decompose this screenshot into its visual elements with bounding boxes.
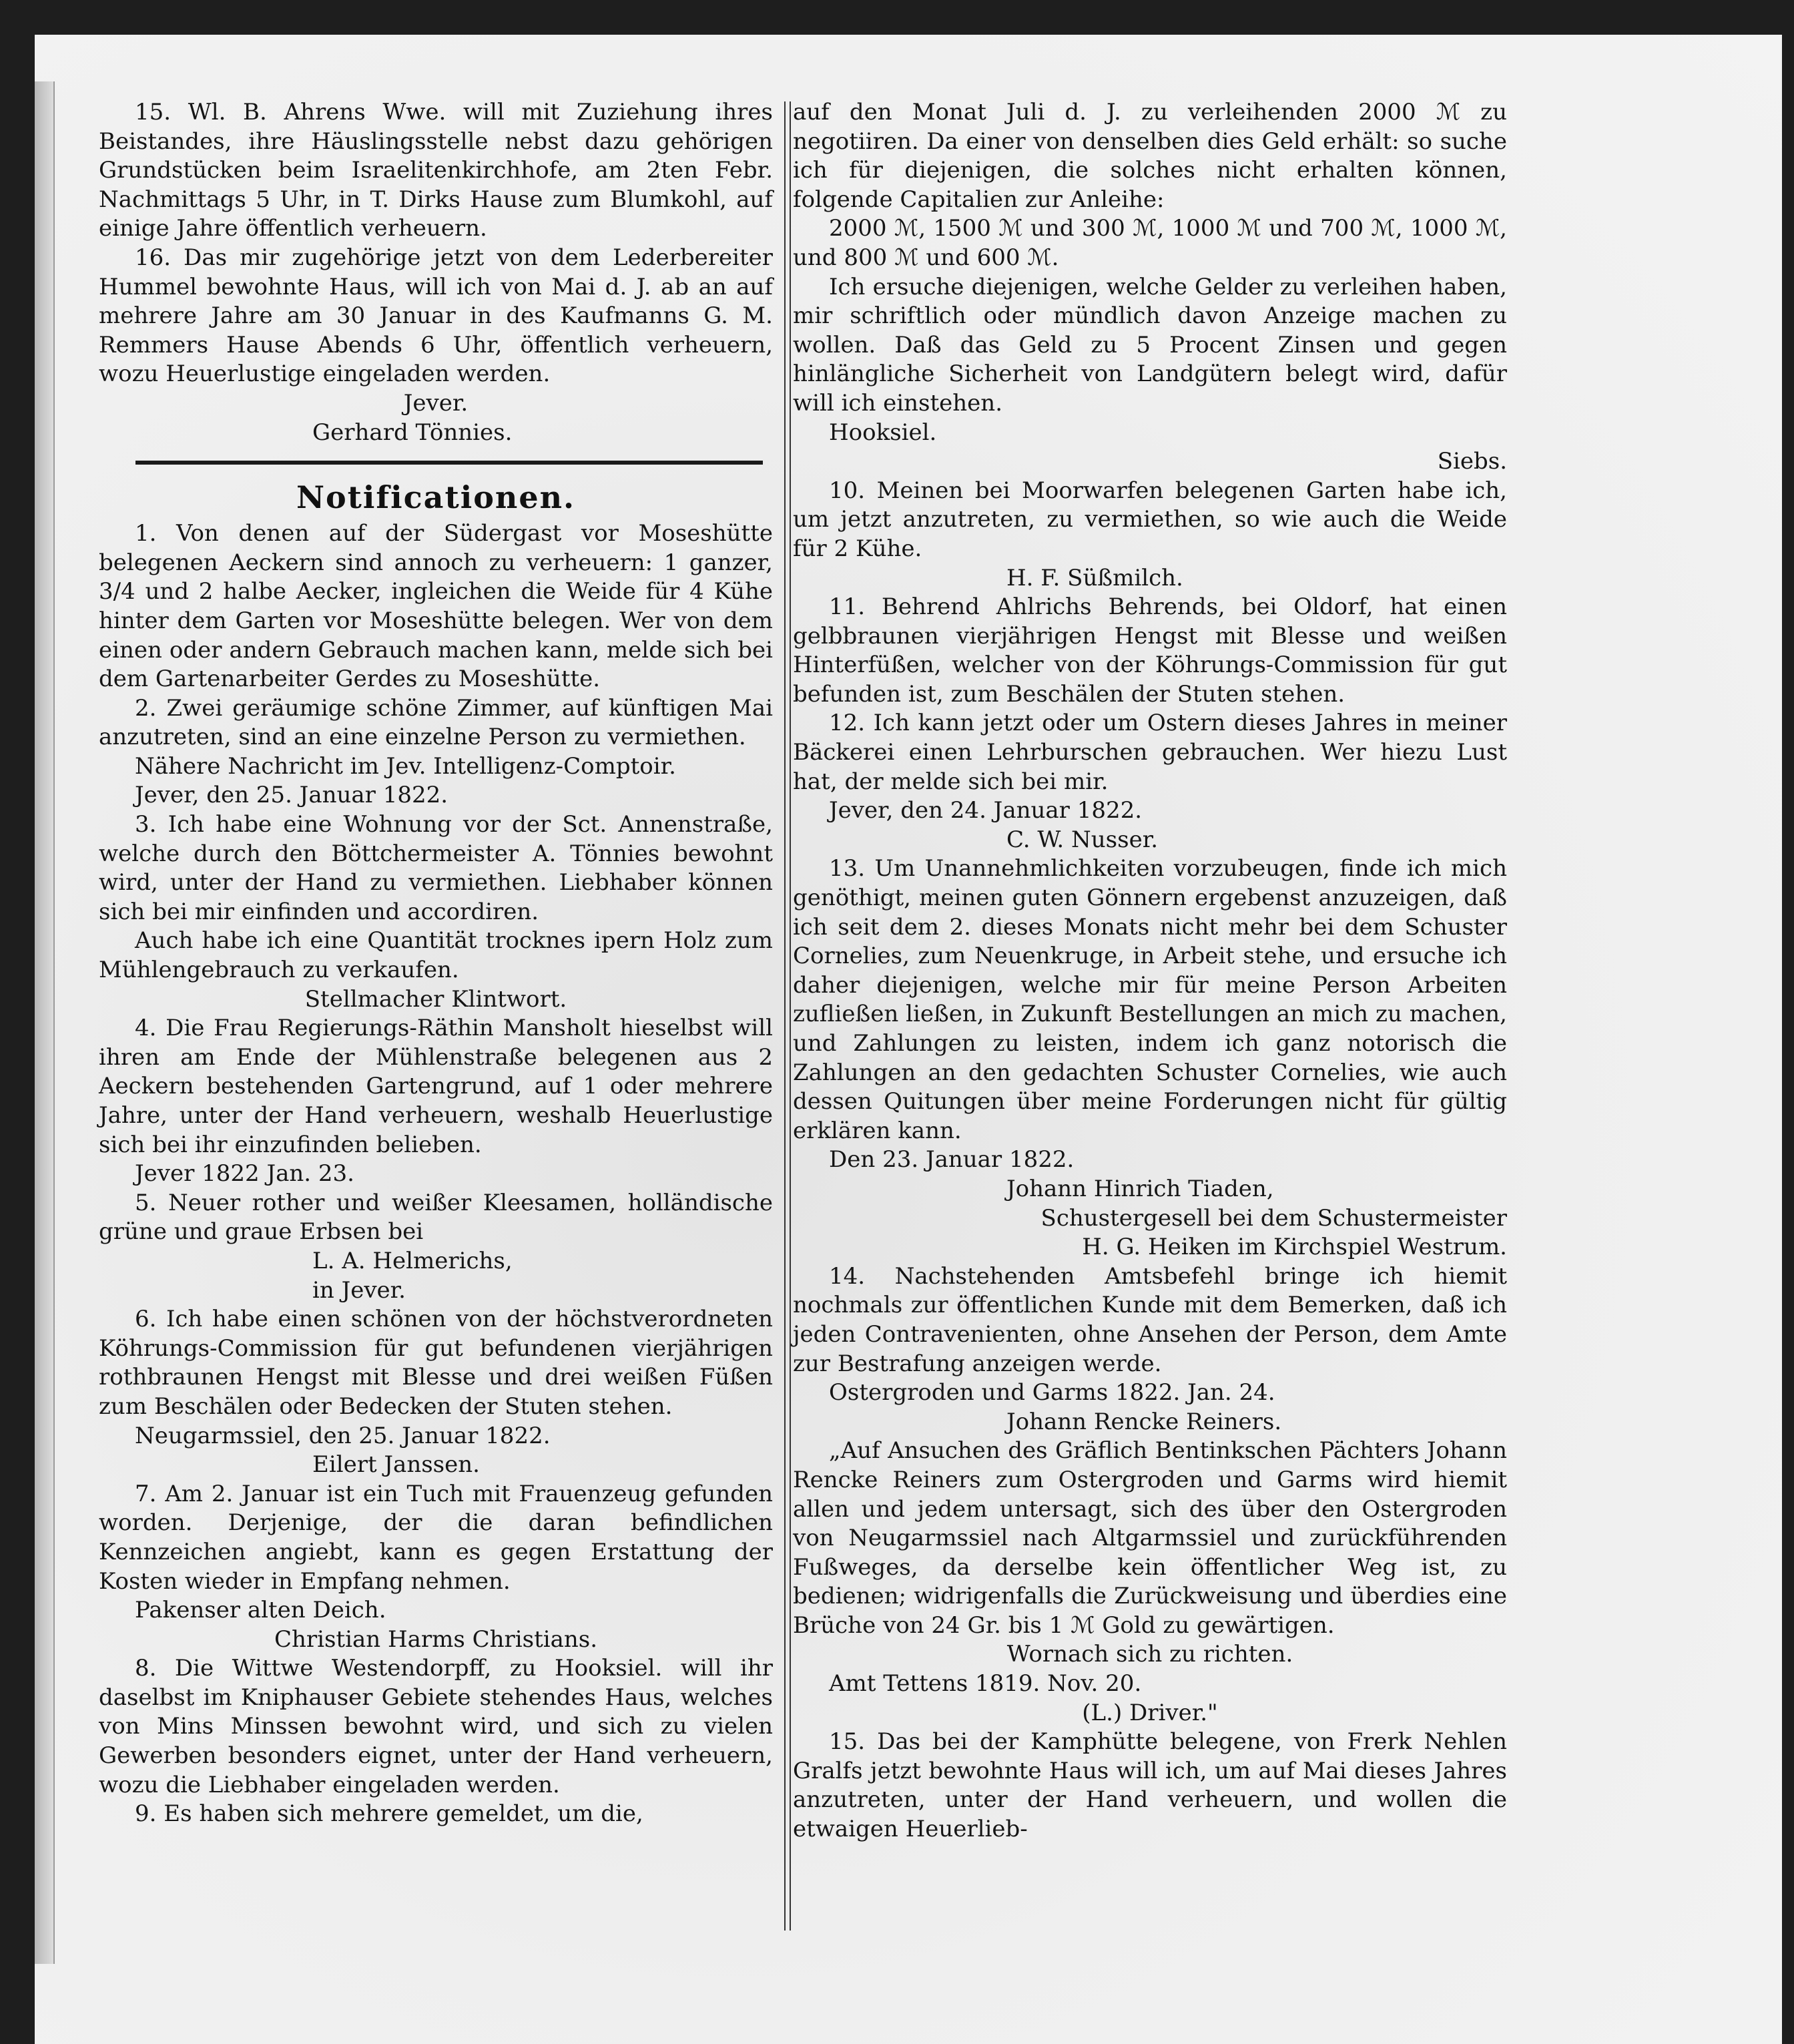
notice-5-place: in Jever. xyxy=(312,1276,406,1304)
notice-3-addendum: Auch habe ich eine Quantität trocknes ipern Holz zum Mühlengebrauch zu verkaufen. xyxy=(99,927,773,984)
notice-1: 1. Von denen auf der Südergast vor Moseshütte belegenen Aeckern sind annoch zu verheuern: 1 ganzer, 3/4 und 2 halbe Aecker, ingleichen die Weide für 4 Kühe hinter dem Garten vor Moseshütte belegen. Wer von dem einen oder andern Gebrauch machen kann, melde sich bei dem Gartenarbeiter Gerdes zu Moseshütte. xyxy=(99,520,773,693)
notice-13-date: Den 23. Januar 1822. xyxy=(829,1146,1075,1174)
notice-7-signature: Christian Harms Christians. xyxy=(274,1625,598,1653)
notice-12: 12. Ich kann jetzt oder um Ostern dieses Jahres in meiner Bäckerei einen Lehrburschen gebrauchen. Wer hiezu Lust hat, der melde sich bei mir. xyxy=(793,710,1507,795)
newspaper-page xyxy=(35,35,1782,2044)
notice-13: 13. Um Unannehmlichkeiten vorzubeugen, finde ich mich genöthigt, meinen guten Gönnern ergebenst anzuzeigen, daß ich seit dem 2. dieses Monats nicht mehr bei dem Schuster Cornelies, zum Neuenkruge, in Arbeit stehe, und ersuche ich daher diejenigen, welche mir für meine Person Arbeiten zufließen ließen, in Zukunft Bestellungen an mich zu machen, und Zahlungen zu leisten, indem ich ganz notorisch die Zahlungen an den gedachten Schuster Cornelies, wie auch dessen Quitungen über meine Forderungen nicht für gültig erklären kann. xyxy=(793,855,1507,1144)
notice-9-request: Ich ersuche diejenigen, welche Gelder zu verleihen haben, mir schriftlich oder mündlich davon Anzeige machen zu wollen. Daß das Geld zu 5 Procent Zinsen und gegen hinlängliche Sicherheit von Landgütern belegt wird, dafür will ich einstehen. xyxy=(793,273,1507,417)
notice-14-amt: Amt Tettens 1819. Nov. 20. xyxy=(829,1670,1142,1698)
section-heading: Notificationen. xyxy=(296,479,576,516)
notice-3-signature: Stellmacher Klintwort. xyxy=(304,985,567,1013)
notice-10: 10. Meinen bei Moorwarfen belegenen Garten habe ich, um jetzt anzutreten, zu vermiethen, so wie auch die Weide für 2 Kühe. xyxy=(793,477,1507,562)
notice-3: 3. Ich habe eine Wohnung vor der Sct. Annenstraße, welche durch den Böttchermeister A. Tönnies bewohnt wird, unter der Hand zu vermiethen. Liebhaber können sich bei mir einfinden und accordiren. xyxy=(99,811,773,925)
notice-9-continued: auf den Monat Juli d. J. zu verleihenden 2000 ℳ zu negotiiren. Da einer von denselben dies Geld erhält: so suche ich für diejenigen, die solches nicht erhalten können, folgende Capitalien zur Anleihe: xyxy=(793,99,1507,213)
notice-5: 5. Neuer rother und weißer Kleesamen, holländische grüne und graue Erbsen bei xyxy=(99,1189,773,1246)
notice-6-date: Neugarmssiel, den 25. Januar 1822. xyxy=(135,1422,551,1449)
notice-11: 11. Behrend Ahlrichs Behrends, bei Oldorf, hat einen gelbbraunen vierjährigen Hengst mit Blesse und weißen Hinterfüßen, welcher von der Köhrungs-Commission für gut befunden ist, zum Beschälen der Stuten stehen. xyxy=(793,593,1507,708)
page-edge-shadow xyxy=(35,81,55,1964)
notice-4: 4. Die Frau Regierungs-Räthin Mansholt hieselbst will ihren am Ende der Mühlenstraße belegenen aus 2 Aeckern bestehenden Gartengrund, auf 1 oder mehrere Jahre, unter der Hand verheuern, weshalb Heuerlustige sich bei ihr einzufinden belieben. xyxy=(99,1015,773,1158)
notice-14-driver: (L.) Driver." xyxy=(1082,1699,1218,1726)
section-rule xyxy=(135,461,763,465)
notice-9-place: Hooksiel. xyxy=(829,419,937,446)
notice-6-signature: Eilert Janssen. xyxy=(312,1451,480,1479)
notice-5-signature: L. A. Helmerichs, xyxy=(312,1247,513,1274)
notice-8: 8. Die Wittwe Westendorpff, zu Hooksiel. will ihr daselbst im Kniphauser Gebiete stehendes Haus, welches von Mins Minssen bewohnt wird, und sich zu vielen Gewerben besonders eignet, unter der Hand verheuern, wozu die Liebhaber eingeladen werden. xyxy=(99,1655,773,1798)
notice-9-amounts: 2000 ℳ, 1500 ℳ und 300 ℳ, 1000 ℳ und 700 ℳ, 1000 ℳ, und 800 ℳ und 600 ℳ. xyxy=(793,215,1507,271)
notice-4-date: Jever 1822 Jan. 23. xyxy=(135,1160,354,1188)
notice-2-info: Nähere Nachricht im Jev. Intelligenz-Comptoir. xyxy=(135,752,676,780)
notice-2-date: Jever, den 25. Januar 1822. xyxy=(135,782,448,809)
notice-14-date: Ostergroden und Garms 1822. Jan. 24. xyxy=(829,1379,1275,1407)
notice-9-start: 9. Es haben sich mehrere gemeldet, um die, xyxy=(135,1800,643,1828)
notice-16: 16. Das mir zugehörige jetzt von dem Lederbereiter Hummel bewohnte Haus, will ich von Mai d. J. ab an auf mehrere Jahre am 30 Januar in des Kaufmanns G. M. Remmers Hause Abends 6 Uhr, öffentlich verheuern, wozu Heuerlustige eingeladen werden. xyxy=(99,244,773,388)
notice-14: 14. Nachstehenden Amtsbefehl bringe ich hiemit nochmals zur öffentlichen Kunde mit dem Bemerken, daß ich jeden Contravenienten, ohne Ansehen der Person, dem Amte zur Bestrafung anzeigen werde. xyxy=(793,1262,1507,1377)
notice-2: 2. Zwei geräumige schöne Zimmer, auf künftigen Mai anzutreten, sind an eine einzelne Person zu vermiethen. xyxy=(99,694,773,751)
notice-16-place: Jever. xyxy=(403,389,469,417)
notice-9-signature: Siebs. xyxy=(1437,448,1507,475)
notice-10-signature: H. F. Süßmilch. xyxy=(1006,564,1183,591)
notice-14-wornach: Wornach sich zu richten. xyxy=(1006,1641,1293,1668)
notice-6: 6. Ich habe einen schönen von der höchstverordneten Köhrungs-Commission für gut befundenen vierjährigen rothbraunen Hengst mit Blesse und drei weißen Füßen zum Beschälen oder Bedecken der Stuten stehen. xyxy=(99,1306,773,1420)
left-column xyxy=(99,98,773,1829)
notice-7: 7. Am 2. Januar ist ein Tuch mit Frauenzeug gefunden worden. Derjenige, der die daran befindlichen Kennzeichen angiebt, kann es gegen Erstattung der Kosten wieder in Empfang nehmen. xyxy=(99,1480,773,1595)
notice-16-signature: Gerhard Tönnies. xyxy=(312,419,513,446)
right-column xyxy=(793,98,1507,1844)
column-divider xyxy=(784,101,791,1931)
notice-13-signature-title: Schustergesell bei dem Schustermeister xyxy=(1040,1204,1507,1232)
notice-15: 15. Wl. B. Ahrens Wwe. will mit Zuziehung ihres Beistandes, ihre Häuslingsstelle nebst dazu gehörigen Grundstücken beim Israelitenkirchhofe, am 2ten Febr. Nachmittags 5 Uhr, in T. Dirks Hause zum Blumkohl, auf einige Jahre öffentlich verheuern. xyxy=(99,99,773,242)
notice-12-date: Jever, den 24. Januar 1822. xyxy=(829,797,1143,824)
notice-13-signature-place: H. G. Heiken im Kirchspiel Westrum. xyxy=(1082,1234,1507,1261)
notice-13-signature-name: Johann Hinrich Tiaden, xyxy=(1006,1175,1274,1202)
notice-14-quote: „Auf Ansuchen des Gräflich Bentinkschen Pächters Johann Rencke Reiners zum Ostergroden und Garms wird hiemit allen und jedem untersagt, sich des über den Ostergroden von Neugarmssiel nach Altgarmssiel und zurückführenden Fußweges, da derselbe kein öffentlicher Weg ist, zu bedienen; widrigenfalls die Zurückweisung und überdies eine Brüche von 24 Gr. bis 1 ℳ Gold zu gewärtigen. xyxy=(793,1437,1507,1639)
notice-12-signature: C. W. Nusser. xyxy=(1006,826,1159,853)
notice-7-place: Pakenser alten Deich. xyxy=(135,1597,386,1624)
notice-14-signature: Johann Rencke Reiners. xyxy=(1006,1408,1282,1435)
notice-15-right: 15. Das bei der Kamphütte belegene, von Frerk Nehlen Gralfs jetzt bewohnte Haus will ich, um auf Mai dieses Jahres anzutreten, unter der Hand verheuern, und wollen die etwaigen Heuerlieb- xyxy=(793,1728,1507,1843)
